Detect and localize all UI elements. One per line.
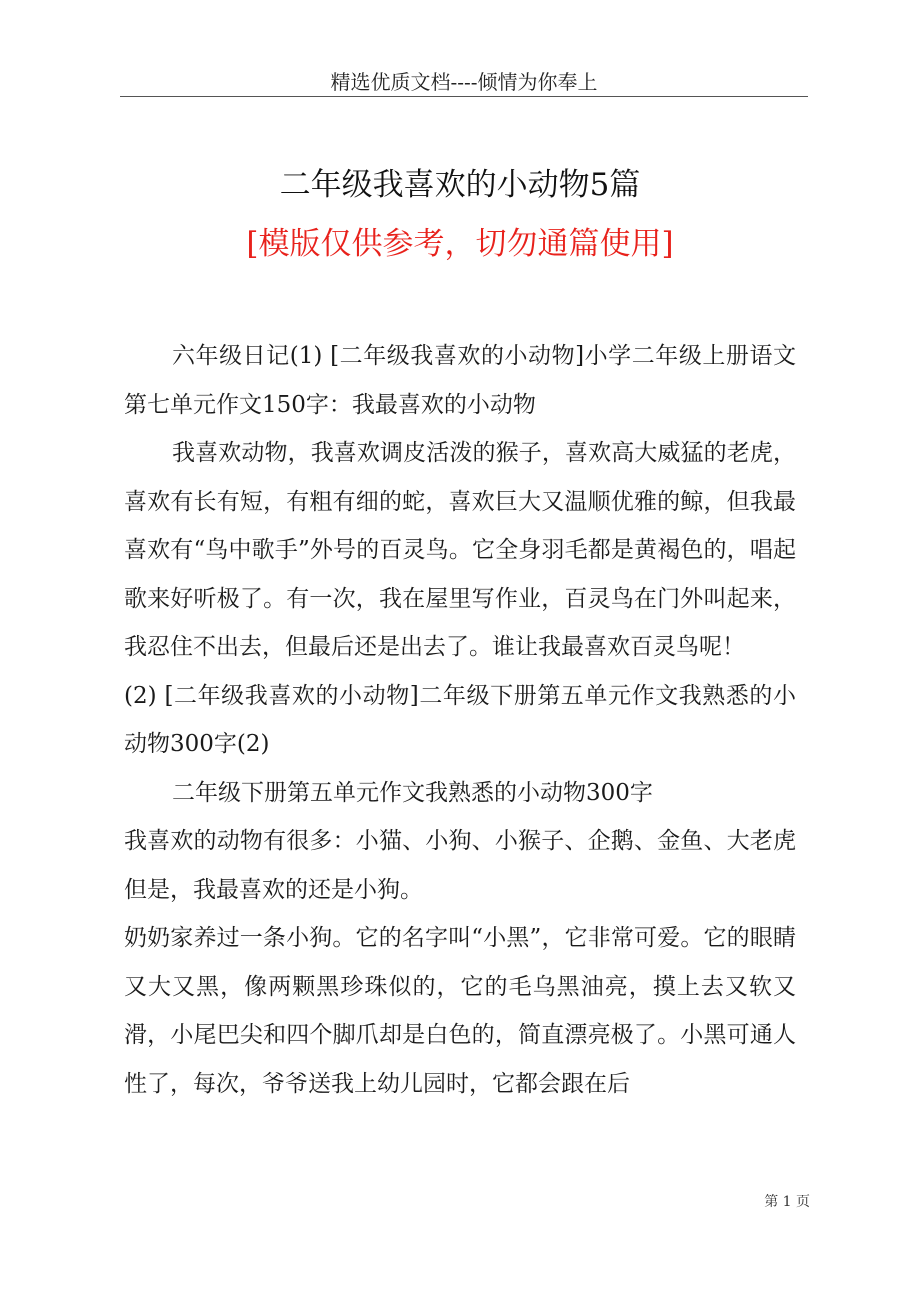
document-title: 二年级我喜欢的小动物5篇 [279, 167, 641, 203]
paragraph-5: 我喜欢的动物有很多：小猫、小狗、小猴子、企鹅、金鱼、大老虎但是，我最喜欢的还是小狗。 [124, 828, 796, 903]
header-divider [120, 96, 808, 97]
paragraph-3: (2) [二年级我喜欢的小动物]二年级下册第五单元作文我熟悉的小动物300字(2) [124, 682, 796, 757]
document-body [124, 332, 796, 1108]
paragraph-6: 奶奶家养过一条小狗。它的名字叫“小黑”，它非常可爱。它的眼睛又大又黑，像两颗黑珍珠似的，它的毛乌黑油亮，摸上去又软又滑，小尾巴尖和四个脚爪却是白色的，简直漂亮极了。小黑可通人性了，每次，爷爷送我上幼儿园时，它都会跟在后 [124, 925, 796, 1097]
page-header: 精选优质文档----倾情为你奉上 [330, 70, 598, 94]
paragraph-1: 六年级日记(1) [二年级我喜欢的小动物]小学二年级上册语文第七单元作文150字：我最喜欢的小动物 [124, 343, 796, 418]
template-notice: [模版仅供参考，切勿通篇使用] [246, 226, 674, 262]
paragraph-2: 我喜欢动物，我喜欢调皮活泼的猴子，喜欢高大威猛的老虎，喜欢有长有短，有粗有细的蛇，喜欢巨大又温顺优雅的鲸，但我最喜欢有“鸟中歌手”外号的百灵鸟。它全身羽毛都是黄褐色的，唱起歌来好听极了。有一次，我在屋里写作业，百灵鸟在门外叫起来，我忍住不出去，但最后还是出去了。谁让我最喜欢百灵鸟呢！ [124, 440, 796, 660]
page-number: 第 1 页 [764, 1194, 810, 1210]
paragraph-4: 二年级下册第五单元作文我熟悉的小动物300字 [172, 779, 653, 806]
